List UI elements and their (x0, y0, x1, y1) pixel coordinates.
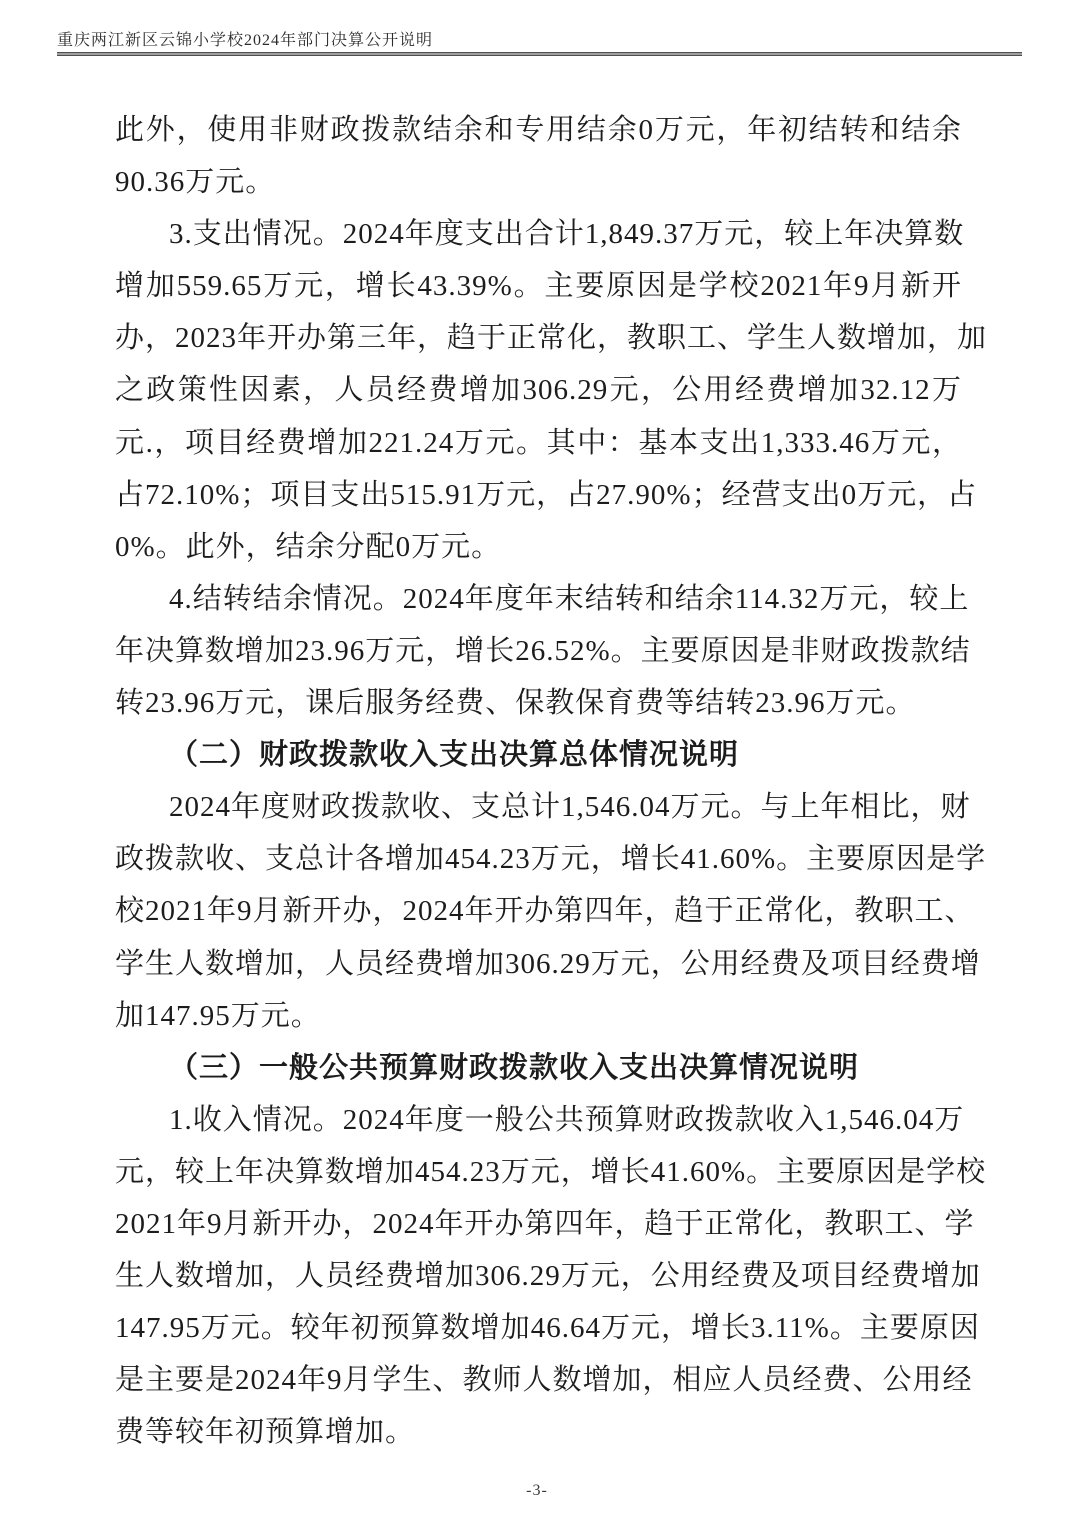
text-line: 元，较上年决算数增加454.23万元，增长41.60%。主要原因是学校 (115, 1155, 987, 1188)
text-line: 生人数增加，人员经费增加306.29万元，公用经费及项目经费增加 (115, 1260, 981, 1293)
document-body (115, 104, 988, 1458)
text-line: 学生人数增加，人员经费增加306.29万元，公用经费及项目经费增 (115, 947, 981, 980)
footer-page-number: -3- (526, 1482, 548, 1499)
text-line: 2021年9月新开办，2024年开办第四年，趋于正常化，教职工、学 (115, 1207, 975, 1240)
text-line: 147.95万元。较年初预算数增加46.64万元，增长3.11%。主要原因 (115, 1312, 980, 1345)
header-rule (57, 52, 1022, 56)
text-line: 元.，项目经费增加221.24万元。其中：基本支出1,333.46万元， (115, 426, 962, 459)
text-line: 1.收入情况。2024年度一般公共预算财政拨款收入1,546.04万 (169, 1103, 965, 1136)
text-line: 政拨款收、支总计各增加454.23万元，增长41.60%。主要原因是学 (115, 843, 987, 876)
text-line: 之政策性因素，人员经费增加306.29元，公用经费增加32.12万 (115, 374, 962, 407)
text-line: 是主要是2024年9月学生、教师人数增加，相应人员经费、公用经 (115, 1364, 973, 1397)
heading-line: （三）一般公共预算财政拨款收入支出决算情况说明 (169, 1051, 860, 1084)
heading-line: （二）财政拨款收入支出决算总体情况说明 (169, 739, 740, 772)
page-header-title: 重庆两江新区云锦小学校2024年部门决算公开说明 (57, 32, 434, 49)
text-line: 加147.95万元。 (115, 999, 321, 1032)
text-line: 4.结转结余情况。2024年度年末结转和结余114.32万元，较上 (169, 582, 970, 615)
section-heading (115, 1042, 962, 1094)
text-line: 占72.10%；项目支出515.91万元，占27.90%；经营支出0万元，占 (115, 478, 978, 511)
section-heading (115, 729, 962, 781)
paragraph (115, 781, 987, 1041)
text-line: 90.36万元。 (115, 166, 276, 199)
text-line: 2024年度财政拨款收、支总计1,546.04万元。与上年相比，财 (169, 791, 971, 824)
text-line: 转23.96万元，课后服务经费、保教保育费等结转23.96万元。 (115, 687, 916, 720)
text-line: 3.支出情况。2024年度支出合计1,849.37万元，较上年决算数 (169, 218, 965, 251)
paragraph (115, 573, 971, 729)
text-line: 年决算数增加23.96万元，增长26.52%。主要原因是非财政拨款结 (115, 634, 971, 667)
text-line: 增加559.65万元，增长43.39%。主要原因是学校2021年9月新开 (115, 270, 962, 303)
paragraph (115, 104, 962, 208)
paragraph (115, 1094, 987, 1459)
text-line: 0%。此外，结余分配0万元。 (115, 530, 502, 563)
text-line: 费等较年初预算增加。 (115, 1416, 416, 1449)
text-line: 校2021年9月新开办，2024年开办第四年，趋于正常化，教职工、 (115, 895, 975, 928)
text-line: 办，2023年开办第三年，趋于正常化，教职工、学生人数增加，加 (115, 322, 988, 355)
paragraph (115, 208, 988, 573)
text-line: 此外，使用非财政拨款结余和专用结余0万元，年初结转和结余 (115, 114, 962, 146)
